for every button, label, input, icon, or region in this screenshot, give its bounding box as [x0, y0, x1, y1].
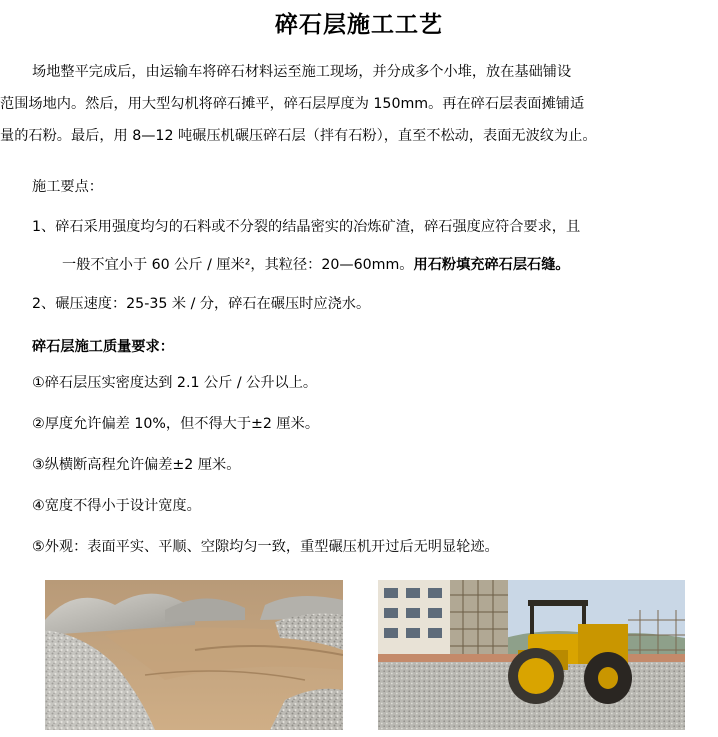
roller-compacting-photo [378, 580, 685, 730]
intro-line-2: 范围场地内。然后，用大型勾机将碎石摊平，碎石层厚度为 150mm。再在碎石层表面摊铺适 [0, 96, 585, 112]
quality-item-4: ④宽度不得小于设计宽度。 [32, 498, 201, 514]
gravel-piles-photo [45, 580, 343, 730]
key-point-1-line-1: 1、碎石采用强度均匀的石料或不分裂的结晶密实的冶炼矿渣，碎石强度应符合要求，且 [32, 219, 581, 235]
key-point-1-emphasis: 用石粉填充碎石层石缝。 [413, 257, 570, 273]
key-point-1-line-2 [62, 255, 570, 275]
quality-heading: 碎石层施工质量要求： [32, 339, 174, 355]
key-point-1-text: 一般不宜小于 60 公斤 / 厘米²，其粒径：20—60mm。 [62, 257, 414, 273]
quality-item-1: ①碎石层压实密度达到 2.1 公斤 / 公升以上。 [32, 375, 318, 391]
quality-item-3: ③纵横断高程允许偏差±2 厘米。 [32, 457, 241, 473]
intro-line-3: 量的石粉。最后，用 8—12 吨碾压机碾压碎石层（拌有石粉），直至不松动，表面无波纹为止。 [0, 128, 597, 144]
quality-item-5: ⑤外观：表面平实、平顺、空隙均匀一致，重型碾压机开过后无明显轮迹。 [32, 539, 499, 555]
key-point-2: 2、碾压速度：25-35 米 / 分，碎石在碾压时应浇水。 [32, 296, 371, 312]
intro-line-1: 场地整平完成后，由运输车将碎石材料运至施工现场，并分成多个小堆，放在基础铺设 [32, 64, 572, 80]
key-points-heading: 施工要点： [32, 179, 103, 195]
page-title: 碎石层施工工艺 [275, 12, 443, 38]
quality-item-2: ②厚度允许偏差 10%，但不得大于±2 厘米。 [32, 416, 320, 432]
